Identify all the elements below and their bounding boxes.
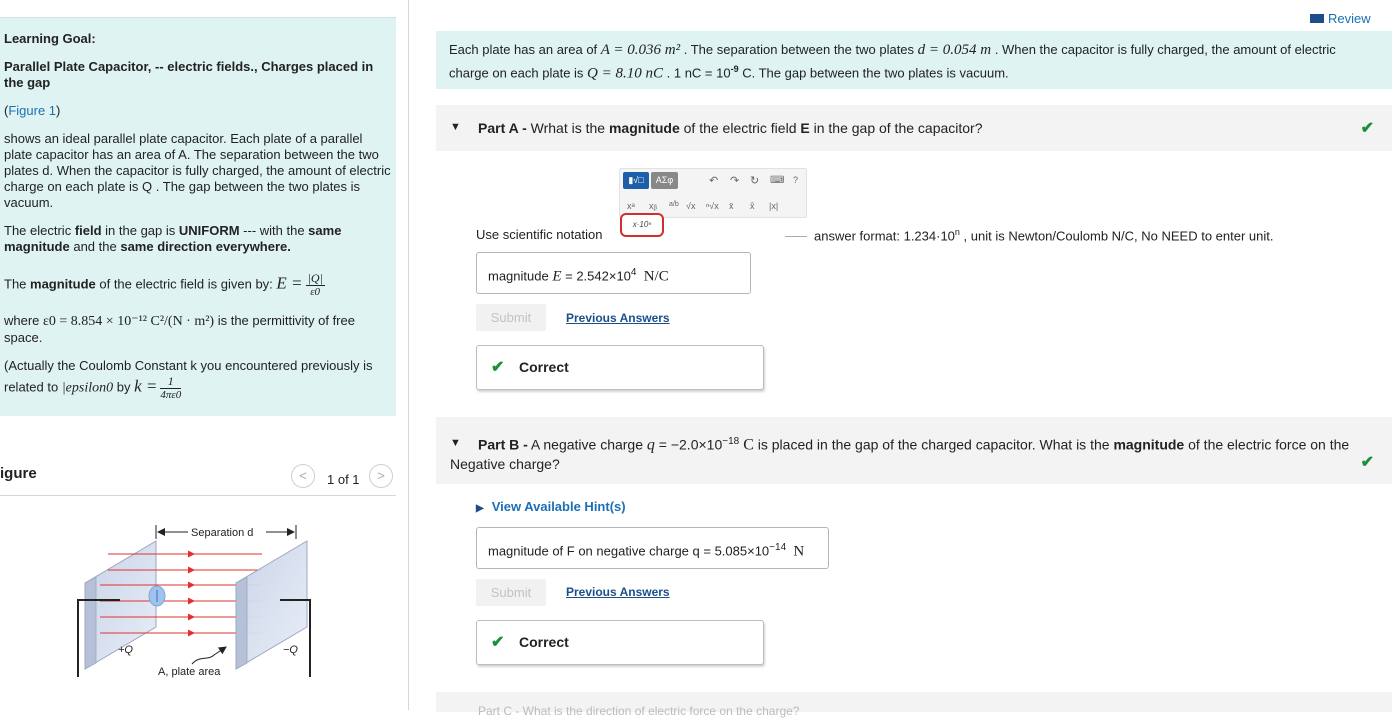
answer-format-note: answer format: $1.234\cdot 10^n$ , unit is Newton/Coulomb N/C, No NEED to enter unit. — [814, 227, 1274, 244]
sci-notation-label: Use scientific notation — [476, 227, 603, 242]
part-c-question: Part C - What is the direction of electric force on the charge? — [478, 704, 800, 718]
check-icon: ✔ — [491, 359, 505, 376]
part-a-correct-feedback: ✔ Correct — [476, 345, 764, 390]
sci-notation-button[interactable]: x·10ⁿ — [620, 213, 664, 237]
part-b-previous-answers-link[interactable]: Previous Answers — [566, 585, 670, 599]
part-a-answer-field[interactable]: magnitude $E = 2.542\times 10^4$ N/C — [476, 252, 751, 294]
sqrt-button[interactable]: √x — [686, 201, 696, 211]
part-b-question: Part B - A negative charge $q = -2.0\times 10^{-18}$ C is placed in the gap of the charged capacitor. What is the magnitude of the electric force on the Negative charge? — [450, 436, 1350, 472]
part-b-correct-feedback: ✔ Correct — [476, 620, 764, 665]
left-panel — [0, 0, 409, 710]
view-hints-toggle[interactable]: ▶ View Available Hint(s) — [476, 499, 626, 514]
figure-link-line: (Figure 1) — [4, 103, 61, 118]
unit-vector-button[interactable]: x̂ — [750, 201, 755, 211]
goal-description: shows an ideal parallel plate capacitor. Each plate of a parallel plate capacitor has an area of A. The separation between the two plates d. When the capacitor is fully charged, the amount of electric charge on each plate is Q . The gap between the two plates is vacuum. — [4, 131, 391, 210]
vector-bar-button[interactable]: x̄ — [729, 201, 734, 211]
part-b-unit: N — [793, 543, 805, 560]
fraction-button[interactable]: a/b — [669, 201, 679, 208]
part-a-header[interactable] — [436, 105, 1392, 151]
divider — [785, 236, 807, 237]
symbols-button[interactable]: ΑΣφ — [651, 172, 678, 189]
collapse-triangle-icon: ▼ — [450, 437, 461, 449]
problem-intro: Each plate has an area of A = 0.036 m² . The separation between the two plates d = 0.054 m . When the capacitor is fully charged, the amount of electric charge on each plate is Q = 8.10 nC . 1 nC = $10^{-9}$ C. The gap between the two plates is vacuum. — [436, 31, 1392, 89]
capacitor-figure — [0, 497, 396, 677]
part-b-answer-field[interactable]: magnitude of F on negative charge $q = 5.085\times 10^{-14}$ N — [476, 527, 829, 569]
field-formula: E = — [276, 273, 303, 293]
coulomb-fraction: $\frac{1}{4\pi\varepsilon 0}$ — [160, 374, 182, 401]
collapse-triangle-icon: ▼ — [450, 121, 461, 133]
part-b-submit-button[interactable]: Submit — [476, 579, 546, 606]
figure-title: igure — [0, 465, 37, 482]
help-icon[interactable]: ? — [793, 175, 799, 185]
coulomb-text: (Actually the Coulomb Constant k you encountered previously is related to |epsilon0 by k = $\frac{1}{4\pi\varepsilon 0}$ — [4, 358, 373, 401]
magnitude-formula-text: The magnitude of the electric field is given by: E = $\frac{|Q|}{\varepsilon 0}$ — [4, 271, 323, 298]
figure-header — [0, 460, 396, 496]
figure-prev-button[interactable] — [291, 464, 315, 488]
check-icon: ✔ — [491, 634, 505, 651]
figure-count: 1 of 1 — [327, 472, 360, 487]
permittivity-text: where ε0 = 8.854 × 10⁻¹² C²/(N · m²) is the permittivity of free space. — [4, 313, 355, 345]
learning-goal-title: Parallel Plate Capacitor, -- electric fields., Charges placed in the gap — [4, 59, 374, 90]
check-icon: ✔ — [1360, 454, 1374, 471]
part-a-unit: N/C — [643, 268, 669, 285]
coulomb-formula: k = — [134, 376, 158, 396]
uniform-field-text: The electric field in the gap is UNIFORM --- with the same magnitude and the same direction everywhere. — [4, 223, 342, 254]
minus-q-label: −Q — [283, 644, 298, 656]
part-a-submit-button[interactable]: Submit — [476, 304, 546, 331]
part-a-answer-value: 2.542×10 — [576, 268, 631, 284]
part-b-header[interactable] — [436, 417, 1392, 484]
plate-area-label: A, plate area — [158, 666, 221, 678]
part-a-question: Part A - Wrhat is the magnitude of the electric field E in the gap of the capacitor? — [478, 120, 983, 136]
chevron-right-icon: > — [377, 468, 385, 483]
caret-right-icon: ▶ — [476, 503, 484, 514]
part-b-answer-value: 5.085×10 — [714, 543, 770, 559]
book-icon — [1310, 14, 1324, 23]
separation-label: Separation d — [191, 527, 254, 539]
review-link[interactable]: Review — [1310, 11, 1371, 26]
permittivity-formula: ε0 = 8.854 × 10⁻¹² C²/(N · m²) — [43, 314, 215, 329]
chevron-left-icon: < — [299, 468, 307, 483]
keyboard-icon[interactable]: ⌨ — [770, 175, 785, 186]
learning-goal-heading: Learning Goal: — [4, 31, 96, 46]
undo-icon[interactable]: ↶ — [709, 175, 719, 187]
math-toolbar — [619, 168, 807, 229]
field-formula-fraction: $\frac{|Q|}{\varepsilon 0}$ — [307, 271, 323, 298]
abs-value-button[interactable]: |x| — [769, 201, 779, 211]
redo-icon[interactable]: ↷ — [730, 175, 740, 187]
learning-goal-panel — [0, 17, 396, 416]
plus-q-label: +Q — [118, 644, 133, 656]
figure-next-button[interactable] — [369, 464, 393, 488]
superscript-button[interactable]: xᵃ — [627, 201, 635, 211]
templates-button[interactable]: ▮√□ — [623, 172, 649, 189]
check-icon: ✔ — [1360, 120, 1374, 137]
reset-icon[interactable]: ↻ — [750, 175, 760, 187]
figure-link[interactable]: Figure 1 — [8, 103, 57, 118]
subscript-button[interactable]: xᵦ — [649, 201, 657, 211]
nth-root-button[interactable]: ⁿ√x — [706, 201, 719, 211]
part-a-previous-answers-link[interactable]: Previous Answers — [566, 311, 670, 325]
